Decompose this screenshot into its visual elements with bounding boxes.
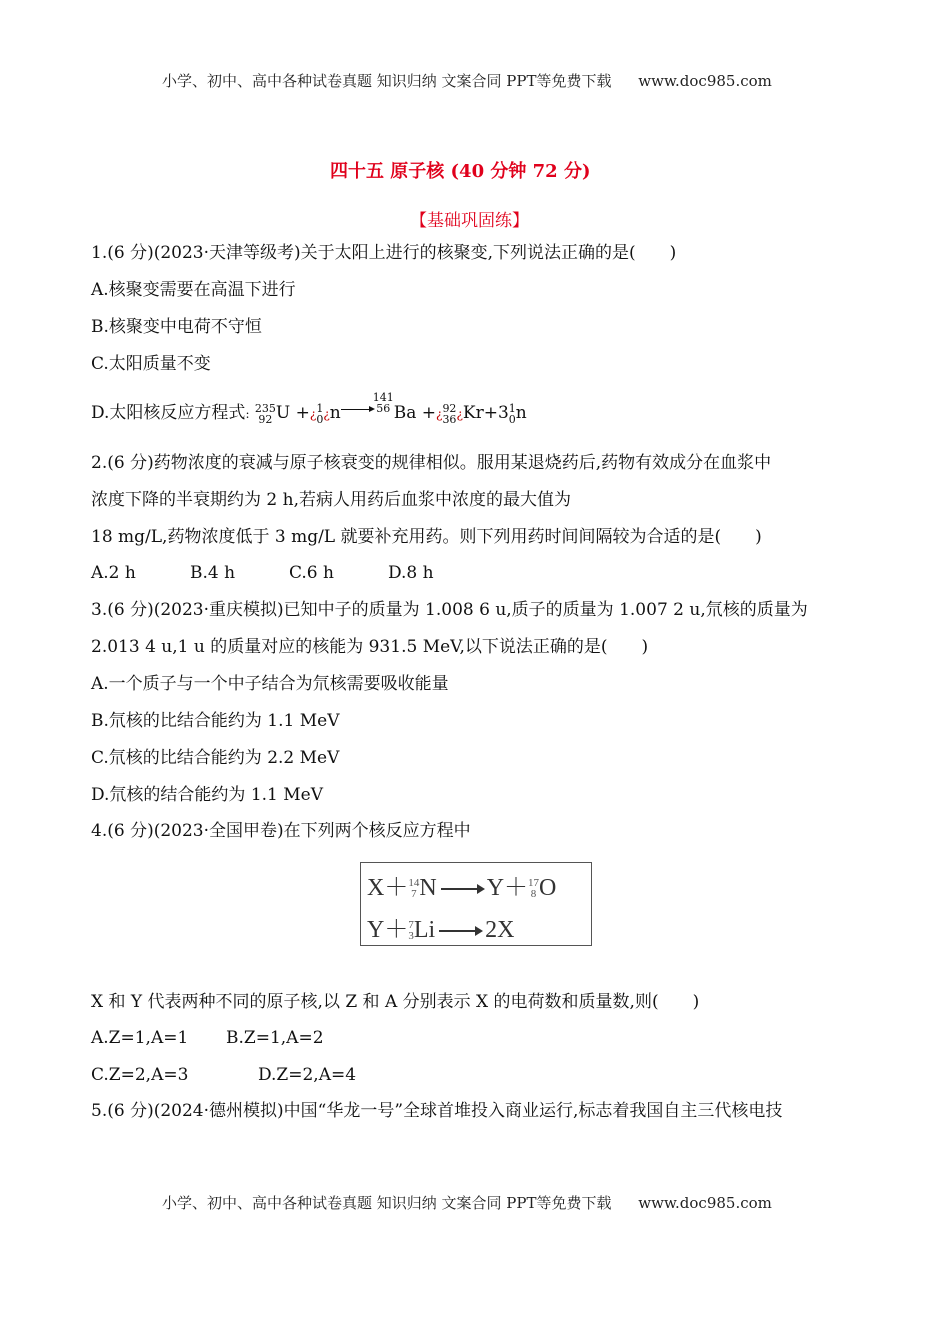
footer-text: 小学、初中、高中各种试卷真题 知识归纳 文案合同 PPT等免费下载 <box>162 1194 612 1212</box>
q4-stem: 4.(6 分)(2023·全国甲卷)在下列两个核反应方程中 <box>91 821 471 841</box>
equation-2-arrow <box>439 930 481 932</box>
page-title: 四十五 原子核 (40 分钟 72 分) <box>330 161 591 182</box>
q2-option-d: D.8 h <box>388 563 434 583</box>
q3-option-b: B.氘核的比结合能约为 1.1 MeV <box>91 711 340 731</box>
q2-option-c: C.6 h <box>289 563 334 583</box>
equation-2: Y＋7 3Li 2X <box>367 917 515 943</box>
q3-option-a: A.一个质子与一个中子结合为氘核需要吸收能量 <box>91 674 449 694</box>
u-symbol: U <box>275 403 291 423</box>
q2-option-b: B.4 h <box>190 563 236 583</box>
q2-option-a: A.2 h <box>91 563 136 583</box>
q3-option-c: C.氘核的比结合能约为 2.2 MeV <box>91 748 340 768</box>
footer-url: www.doc985.com <box>638 1194 772 1212</box>
q2-line3: 18 mg/L,药物浓度低于 3 mg/L 就要补充用药。则下列用药时间间隔较为合适的是( ) <box>91 527 762 547</box>
q3-option-d: D.氘核的结合能约为 1.1 MeV <box>91 785 324 805</box>
n2-nuclide-numbers: 1 0 <box>508 401 516 426</box>
q1-option-a: A.核聚变需要在高温下进行 <box>91 280 296 300</box>
q2-line2: 浓度下降的半衰期约为 2 h,若病人用药后血浆中浓度的最大值为 <box>91 490 571 510</box>
neutron-coefficient: 3 <box>497 403 509 423</box>
q4-after: X 和 Y 代表两种不同的原子核,以 Z 和 A 分别表示 X 的电荷数和质量数,则( ) <box>91 992 700 1012</box>
q3-line1: 3.(6 分)(2023·重庆模拟)已知中子的质量为 1.008 6 u,质子的质量为 1.007 2 u,氘核的质量为 <box>91 600 808 620</box>
q4-option-b: B.Z=1,A=2 <box>226 1028 324 1048</box>
kr-nuclide-numbers: 92 36 <box>442 401 457 426</box>
ba-nuclide-numbers: 141 56 <box>372 391 394 415</box>
q1-option-b: B.核聚变中电荷不守恒 <box>91 317 262 337</box>
q4-option-c: C.Z=2,A=3 <box>91 1065 189 1085</box>
q5-line1: 5.(6 分)(2024·德州模拟)中国“华龙一号”全球首堆投入商业运行,标志着我国自主三代核电技 <box>91 1101 783 1121</box>
kr-symbol: Kr <box>462 403 484 423</box>
page-header <box>162 70 772 91</box>
q1-option-d: D.太阳核反应方程式: 235 92 U +¿1 0¿n141 56 Ba +¿92 36¿Kr+31 0n <box>91 391 527 426</box>
q1-stem: 1.(6 分)(2023·天津等级考)关于太阳上进行的核聚变,下列说法正确的是( ) <box>91 243 677 263</box>
header-url: www.doc985.com <box>638 72 772 90</box>
section-heading: 【基础巩固练】 <box>410 211 529 231</box>
n-symbol: n <box>329 403 341 423</box>
ba-symbol: Ba <box>393 403 417 423</box>
equation-1-arrow <box>441 888 483 890</box>
q3-line2: 2.013 4 u,1 u 的质量对应的核能为 931.5 MeV,以下说法正确的是( ) <box>91 637 649 657</box>
equation-1: X＋14 7 N Y＋17 8 O <box>367 875 557 901</box>
q1-option-c: C.太阳质量不变 <box>91 354 211 374</box>
q1-d-prefix: D.太阳核反应方程式 <box>91 403 246 423</box>
q4-option-d: D.Z=2,A=4 <box>258 1065 357 1085</box>
q4-option-a: A.Z=1,A=1 <box>91 1028 189 1048</box>
n-nuclide-numbers: 1 0 <box>316 401 324 426</box>
n2-symbol: n <box>515 403 527 423</box>
header-text: 小学、初中、高中各种试卷真题 知识归纳 文案合同 PPT等免费下载 <box>162 72 612 90</box>
reaction-arrow <box>341 409 373 410</box>
page-footer <box>162 1192 772 1213</box>
q2-line1: 2.(6 分)药物浓度的衰减与原子核衰变的规律相似。服用某退烧药后,药物有效成分在血浆中 <box>91 453 772 473</box>
u-nuclide-numbers: 235 92 <box>254 401 276 426</box>
reaction-equations-box <box>360 862 592 946</box>
